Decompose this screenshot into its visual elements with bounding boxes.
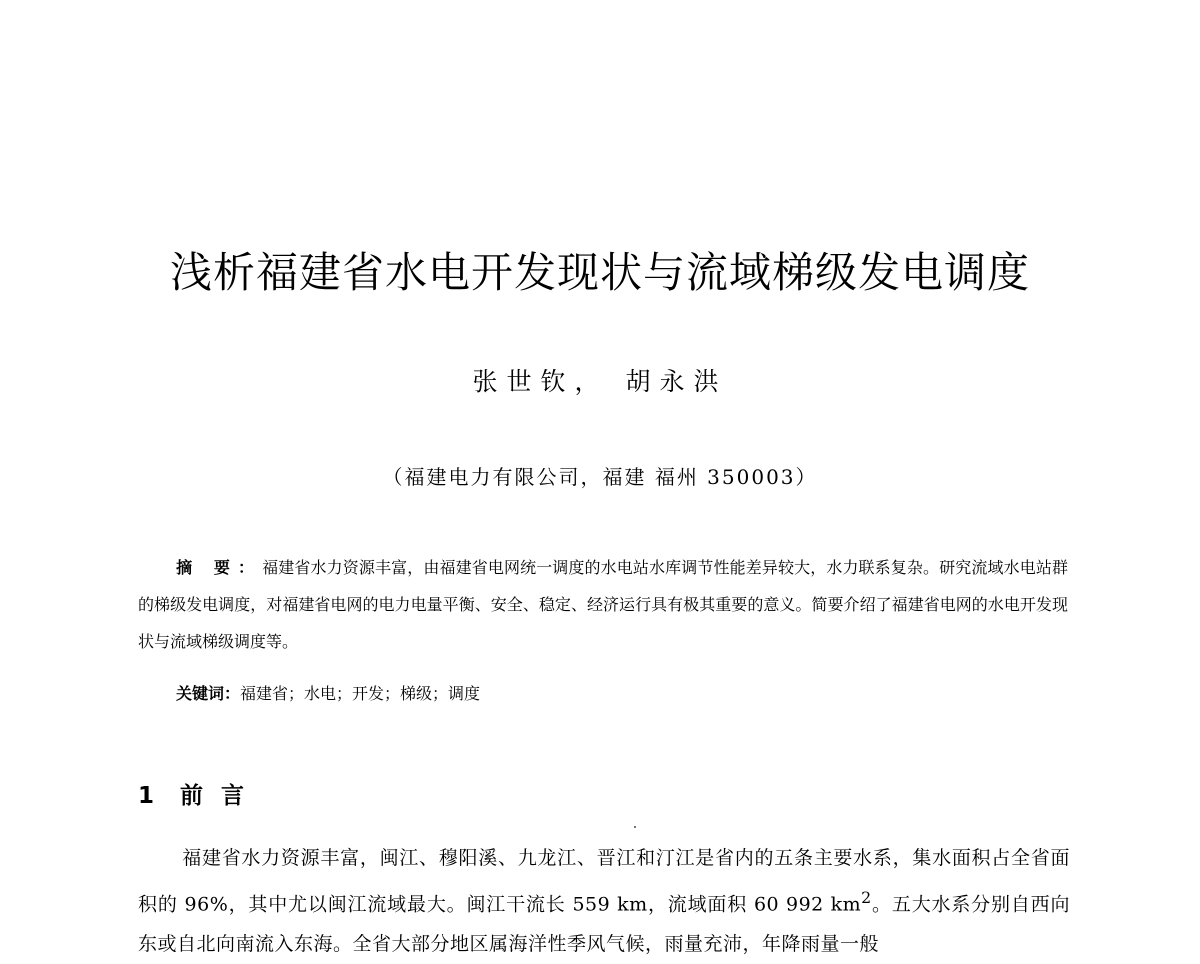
keywords-text: 福建省；水电；开发；梯级；调度 — [240, 684, 481, 703]
section-title: 前言 — [180, 783, 262, 809]
section-heading — [138, 776, 262, 816]
body-text-part1: 福建省水力资源丰富，闽江、穆阳溪、九龙江、晋江和汀江是省内的五条主要水系，集水面积占全省面积的 96%，其中尤以闽江流域最大。闽江干流长 559 km，流域面积 60 992 km — [138, 847, 1070, 916]
paper-title: 浅析福建省水电开发现状与流域梯级发电调度 — [169, 248, 1030, 297]
abstract — [138, 549, 1068, 660]
scan-speck — [634, 826, 636, 828]
body-text-part2: 。五大水系分别自西向东或自北向南流入东海。全省大部分地区属海洋性季风气候，雨量充沛，年降雨量一般 — [138, 893, 1070, 956]
author-line: 张世钦， 胡永洪 — [472, 367, 728, 396]
abstract-text: 福建省水力资源丰富，由福建省电网统一调度的水电站水库调节性能差异较大，水力联系复杂。研究流域水电站群的梯级发电调度，对福建省电网的电力电量平衡、安全、稳定、经济运行具有极其重要的意义。简要介绍了福建省电网的水电开发现状与流域梯级调度等。 — [138, 558, 1068, 651]
keywords-label: 关键词： — [176, 684, 241, 703]
keywords — [176, 676, 1068, 712]
abstract-label: 摘 要： — [176, 558, 263, 577]
area-unit-superscript: 2 — [861, 888, 872, 907]
body-paragraph — [138, 838, 1070, 964]
section-number: 1 — [138, 783, 155, 809]
affiliation-line: （福建电力有限公司，福建 福州 350003） — [382, 465, 818, 489]
